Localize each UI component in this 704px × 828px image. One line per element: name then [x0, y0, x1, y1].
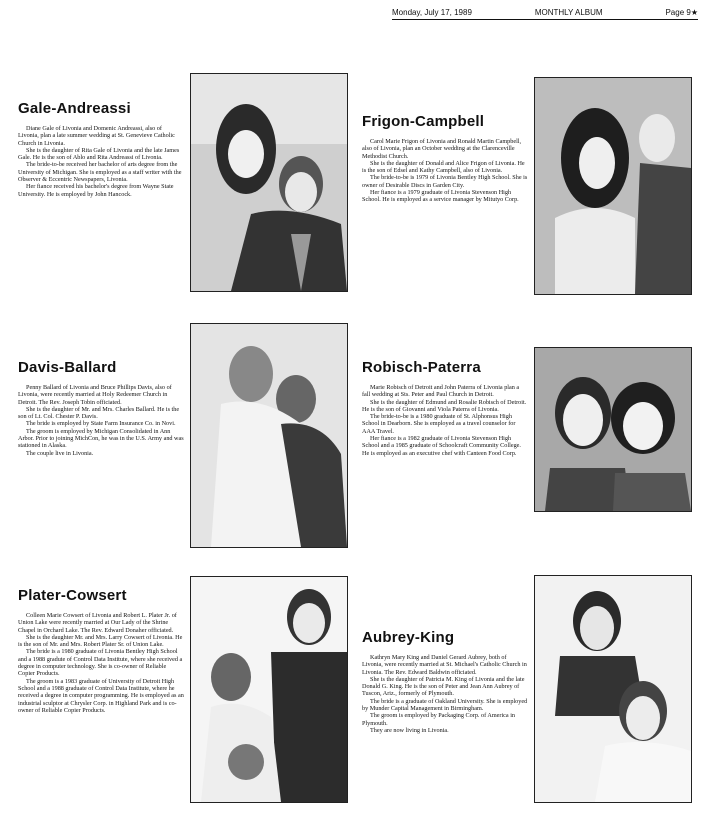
- article-plater-cowsert: [18, 587, 184, 714]
- header-date: Monday, July 17, 1989: [392, 8, 472, 17]
- article-paragraph: The bride is employed by State Farm Insurance Co. in Novi.: [26, 420, 176, 428]
- couple-photo-frigon-campbell: [534, 77, 692, 295]
- article-title: Plater-Cowsert: [18, 587, 127, 604]
- couple-photo-robisch-paterra: [534, 347, 692, 512]
- couple-photo-davis-ballard: [190, 323, 348, 548]
- article-paragraph: The bride-to-be is 1979 of Livonia Bentley High School. She is owner of Desirable Discs in Garden City.: [362, 174, 528, 189]
- article-paragraph: Her fiance received his bachelor's degree from Wayne State University. He is employed by John Hancock.: [18, 183, 174, 198]
- couple-photo-gale-andreassi: [190, 73, 348, 292]
- page-header: [392, 8, 698, 20]
- article-paragraph: The bride is a 1980 graduate of Livonia Bentley High School and a 1988 gradute of Control Data Institute, where she received a degree in computer technology. She is co-owner of Reliable Copier Products.: [18, 648, 183, 678]
- article-paragraph: She is the daughter of Edmund and Rosalie Robisch of Detroit. He is the son of Giovanni and Viola Paterra of Livonia.: [362, 398, 527, 413]
- article-paragraph: The groom is a 1983 graduate of University of Detroit High School and a 1988 graduate of Control Data Institute, where he received a degree in computer programming. He is employed as an industrial sculptor at Chrysler Corp. in Highland Park and is co-owner of Reliable Copier Products.: [18, 677, 184, 714]
- article-paragraph: Marie Robisch of Detroit and John Paterra of Livonia plan a fall wedding at Sts. Peter and Paul Church in Detroit.: [362, 384, 520, 399]
- article-gale-andreassi: [18, 100, 184, 198]
- article-paragraph: Carol Marie Frigon of Livonia and Ronald Martin Campbell, also of Livonia, plan an October wedding at the Clarenceville Methodist Church.: [362, 138, 522, 160]
- couple-photo-aubrey-king: [534, 575, 692, 803]
- article-paragraph: She is the daughter of Patricia M. King of Livonia and the late Donald G. King. He is the son of Peter and Jean Ann Aubrey of Tuscon, Ariz., formerly of Plymouth.: [362, 675, 525, 698]
- article-paragraph: Her fiance is a 1979 graduate of Livonia Stevenson High School. He is employed as a service manager by Mitutyo Corp.: [362, 189, 519, 204]
- article-paragraph: Diane Gale of Livonia and Domenic Andreassi, also of Livonia, plan a late summer wedding at St. Genevieve Catholic Church in Livonia.: [18, 125, 175, 147]
- article-paragraph: They are now living in Livonia.: [370, 726, 449, 734]
- article-paragraph: The bride is a graduate of Oakland University. She is employed by Munder Capital Management in Birmingham.: [362, 697, 528, 713]
- article-davis-ballard: [18, 359, 184, 457]
- header-section: MONTHLY ALBUM: [534, 8, 603, 17]
- article-paragraph: The groom is employed by Michigan Consolidated in Ann Arbor. Prior to joining MichCon, he was in the U.S. Army and was stationed in Alaska.: [18, 427, 184, 450]
- article-title: Davis-Ballard: [18, 359, 117, 376]
- article-paragraph: The groom is employed by Packaging Corp. of America in Plymouth.: [362, 712, 516, 727]
- article-paragraph: The bride-to-be received her bachelor of arts degree from the University of Michigan. She is employed as a staff writer with the Observer & Eccentric Newspapers, Livonia.: [18, 161, 182, 184]
- article-paragraph: Colleen Marie Cowsert of Livonia and Robert L. Plater Jr. of Union Lake were recently married at Our Lady of the Shrine Chapel in Orchard Lake. The Rev. Edward Donaher officiated.: [18, 612, 177, 634]
- couple-photo-plater-cowsert: [190, 576, 348, 803]
- article-frigon-campbell: [362, 113, 528, 204]
- article-paragraph: She is the daughter of Rita Gale of Livonia and the late James Gale. He is the son of Ablo and Rita Andreassi of Livonia.: [18, 146, 180, 162]
- header-page: Page 9★: [665, 8, 698, 17]
- article-paragraph: Kathryn Mary King and Daniel Gerard Aubrey, both of Livonia, were recently married at St. Michael's Catholic Church in Livonia. The Rev. Edward Baldwin officiated.: [362, 654, 527, 676]
- article-paragraph: Her fiance is a 1982 graduate of Livonia Stevenson High School and a 1985 graduate of Schoolcraft Community College. He is employed as an executive chef with Canteen Food Corp.: [362, 435, 521, 457]
- article-aubrey-king: [362, 629, 528, 734]
- article-paragraph: The couple live in Livonia.: [26, 449, 94, 457]
- article-paragraph: The bride-to-be is a 1980 graduate of St. Alphonsus High School in Dearborn. She is employed as a travel counselor for AAA Travel.: [362, 413, 516, 435]
- article-paragraph: She is the daughter Mr. and Mrs. Larry Cowsert of Livonia. He is the son of Mr. and Mrs. Robert Plater Sr. of Union Lake.: [18, 633, 183, 649]
- article-title: Gale-Andreassi: [18, 100, 131, 117]
- article-paragraph: She is the daughter of Donald and Alice Frigon of Livonia. He is the son of Edsel and Kathy Campbell, also of Livonia.: [362, 159, 525, 175]
- article-robisch-paterra: [362, 359, 528, 457]
- article-paragraph: Penny Ballard of Livonia and Bruce Phillips Davis, also of Livonia, were recently married at Holy Redeemer Church in Detroit. The Rev. Joseph Tobin officiated.: [18, 384, 172, 406]
- article-title: Aubrey-King: [362, 629, 455, 646]
- article-paragraph: She is the daughter of Mr. and Mrs. Charles Ballard. He is the son of Lt. Col. Chester P. Davis.: [18, 405, 180, 421]
- article-title: Robisch-Paterra: [362, 359, 481, 376]
- article-title: Frigon-Campbell: [362, 113, 485, 130]
